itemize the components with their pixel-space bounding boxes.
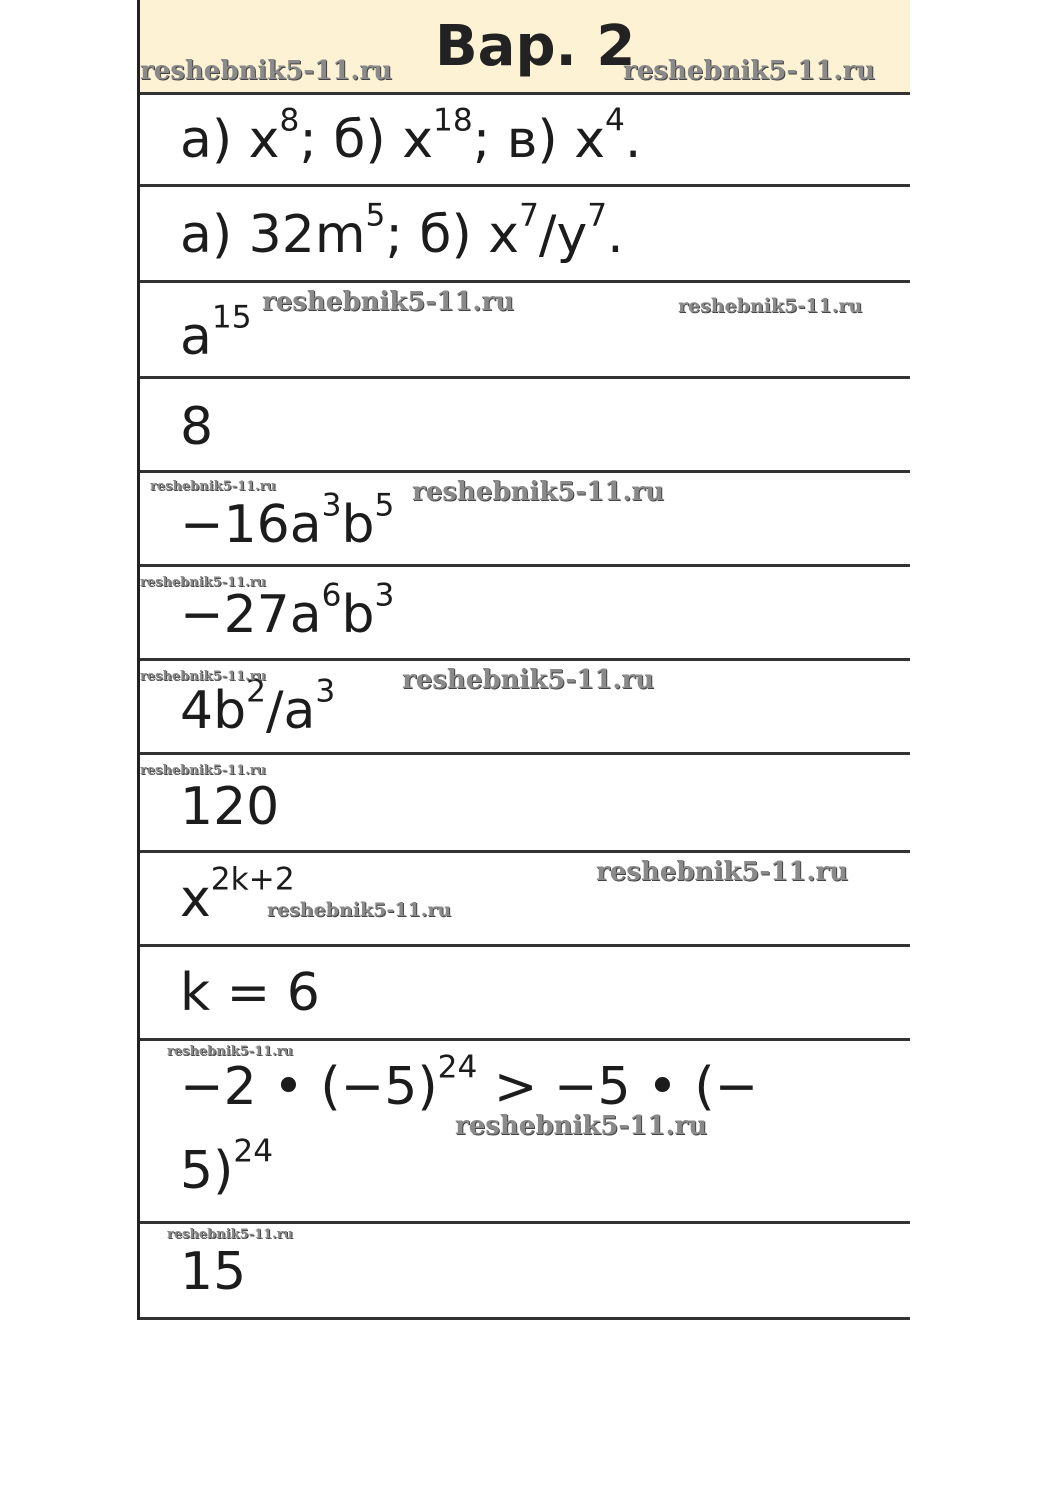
answer-row-10 (140, 947, 910, 1041)
answer-row-11 (140, 1041, 910, 1224)
answer-row-1 (140, 92, 910, 187)
answer-8: 120 (180, 777, 280, 837)
answer-row-8 (140, 755, 910, 853)
answer-row-6 (140, 567, 910, 661)
watermark: reshebnik5-11.ru (402, 665, 655, 695)
watermark: reshebnik5-11.ru (455, 1111, 708, 1141)
answer-10: k = 6 (180, 963, 320, 1023)
answer-row-5 (140, 473, 910, 567)
watermark: reshebnik5-11.ru (140, 575, 267, 590)
answer-3: $a^{15}$ (180, 299, 252, 367)
watermark: reshebnik5-11.ru (262, 287, 515, 317)
answer-2: а) $32m^5$; б) $x^7/y^7$. (180, 197, 624, 265)
answer-row-9 (140, 853, 910, 947)
watermark: reshebnik5-11.ru (140, 763, 267, 778)
answer-row-2 (140, 187, 910, 283)
watermark: reshebnik5-11.ru (596, 857, 849, 887)
answer-row-12 (140, 1224, 910, 1320)
answer-9: $x^{2k+2}$ (180, 861, 295, 929)
answer-11-line-2: 5)$^{24}$ (180, 1133, 274, 1201)
answer-row-7 (140, 661, 910, 755)
answer-5: $-16a^3b^5$ (180, 487, 395, 555)
answer-1: а) $x^8$; б) $x^{18}$; в) $x^4$. (180, 102, 642, 170)
watermark: reshebnik5-11.ru (150, 479, 277, 494)
watermark: reshebnik5-11.ru (623, 56, 876, 86)
table-header (140, 0, 910, 95)
watermark: reshebnik5-11.ru (167, 1044, 294, 1059)
answer-4: 8 (180, 397, 214, 457)
answer-7: $4b^2/a^3$ (180, 673, 336, 741)
answer-table (137, 0, 910, 1320)
watermark: reshebnik5-11.ru (678, 295, 863, 317)
variant-title: Вар. 2 (435, 14, 636, 79)
watermark: reshebnik5-11.ru (140, 56, 393, 86)
watermark: reshebnik5-11.ru (167, 1227, 294, 1242)
watermark: reshebnik5-11.ru (140, 669, 267, 684)
answer-row-3 (140, 283, 910, 379)
answer-12: 15 (180, 1242, 247, 1302)
watermark: reshebnik5-11.ru (267, 899, 452, 921)
answer-11-line-1: −2 • $(-5)^{24} > -5$ • (− (180, 1049, 759, 1117)
watermark: reshebnik5-11.ru (412, 477, 665, 507)
answer-row-4 (140, 379, 910, 473)
answer-6: $-27a^6b^3$ (180, 577, 395, 645)
